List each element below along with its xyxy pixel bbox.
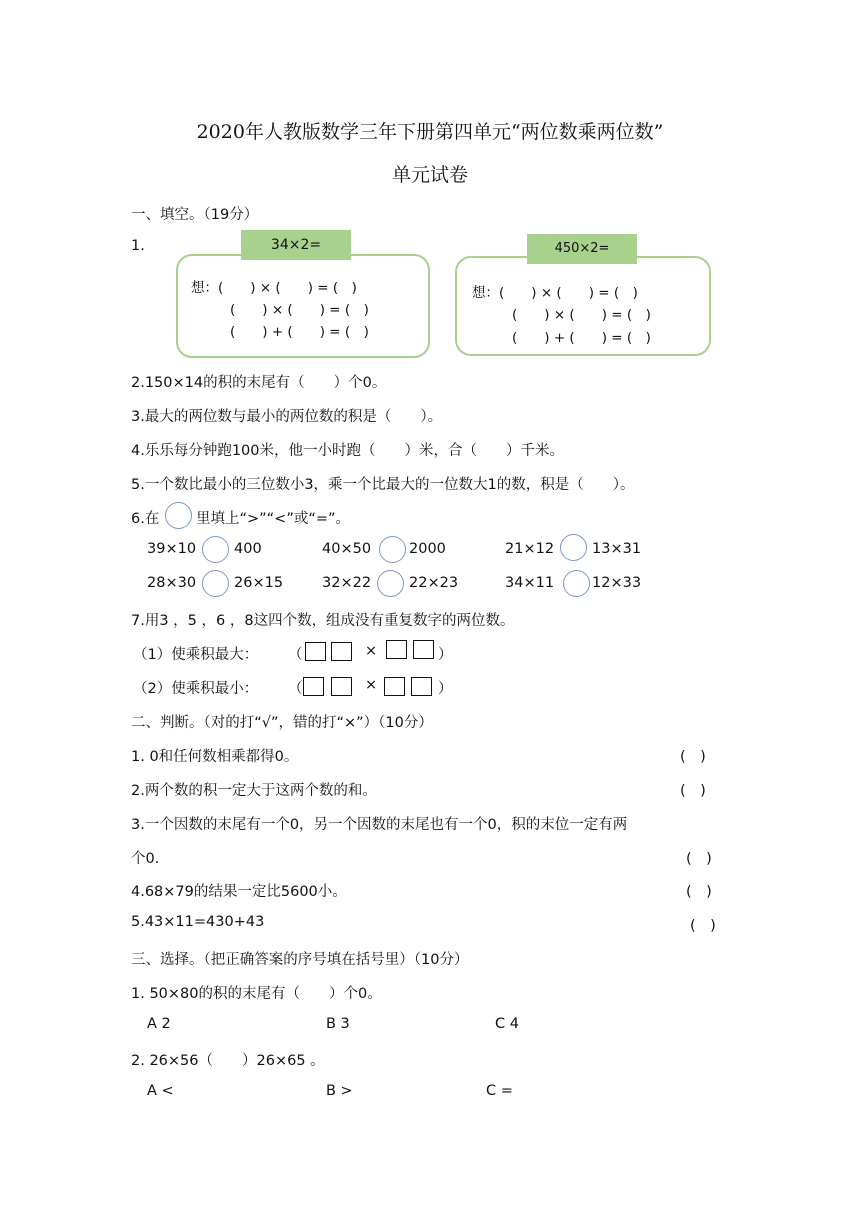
section1-heading: 一、填空。（19分） bbox=[131, 207, 259, 223]
q6-post: 里填上“>”“<”或“=”。 bbox=[196, 511, 351, 527]
judge-paren-4[interactable]: ( ) bbox=[686, 884, 712, 900]
q7-sub1-open: （ bbox=[288, 647, 303, 663]
q6-pre: 6.在 bbox=[131, 511, 160, 527]
judge-item-3: 3.一个因数的末尾有一个0，另一个因数的末尾也有一个0，积的末位一定有两 bbox=[131, 817, 628, 833]
judge-paren-5[interactable]: ( ) bbox=[690, 918, 716, 934]
q4-text: 4.乐乐每分钟跑100米，他一小时跑（ ）米，合（ ）千米。 bbox=[131, 443, 565, 459]
q6-r1c1-right: 400 bbox=[234, 541, 262, 557]
q6-r2c2-left: 32×22 bbox=[322, 575, 372, 591]
think-box-left-tag: 34×2= bbox=[241, 230, 351, 260]
judge-paren-2[interactable]: ( ) bbox=[680, 783, 706, 799]
think-left-line-2: ( ) × ( ) = ( ) bbox=[230, 302, 369, 318]
q1-number: 1. bbox=[131, 238, 145, 254]
q6-r1c2-left: 40×50 bbox=[322, 541, 372, 557]
choice-q1-c[interactable]: C 4 bbox=[495, 1016, 519, 1032]
choice-q2-c[interactable]: C = bbox=[486, 1083, 513, 1099]
judge-paren-1[interactable]: ( ) bbox=[680, 749, 706, 765]
judge-item-2: 2.两个数的积一定大于这两个数的和。 bbox=[131, 783, 377, 799]
judge-item-1: 1. 0和任何数相乘都得0。 bbox=[131, 749, 299, 765]
judge-item-5: 5.43×11=430+43 bbox=[131, 914, 265, 930]
judge-item-4: 4.68×79的结果一定比5600小。 bbox=[131, 884, 347, 900]
q6-r2c3-left: 34×11 bbox=[505, 575, 555, 591]
q6-r1c3-right: 13×31 bbox=[592, 541, 642, 557]
q7-sub1-times: × bbox=[365, 643, 378, 659]
choice-q1-b[interactable]: B 3 bbox=[326, 1016, 350, 1032]
section2-heading: 二、判断。（对的打“√”，错的打“×”）（10分） bbox=[131, 715, 433, 731]
q6-r1c2-right: 2000 bbox=[409, 541, 446, 557]
digit-box[interactable] bbox=[331, 677, 352, 696]
q6-r2c2-right: 22×23 bbox=[409, 575, 459, 591]
q7-sub2-close: ） bbox=[438, 681, 453, 697]
compare-circle-r2c1[interactable] bbox=[202, 570, 229, 597]
digit-box[interactable] bbox=[331, 642, 352, 661]
q7-sub1-close: ） bbox=[438, 647, 453, 663]
think-left-line-1: 想：( ) × ( ) = ( ) bbox=[191, 280, 357, 296]
compare-circle-r1c1[interactable] bbox=[202, 536, 229, 563]
q2-text: 2.150×14的积的末尾有（ ）个0。 bbox=[131, 375, 387, 391]
compare-circle-icon bbox=[165, 502, 192, 529]
judge-paren-3[interactable]: ( ) bbox=[686, 851, 712, 867]
digit-box[interactable] bbox=[413, 640, 434, 659]
think-right-line-2: ( ) × ( ) = ( ) bbox=[512, 307, 651, 323]
q7-sub1: （1）使乘积最大： bbox=[133, 647, 259, 663]
choice-q2-a[interactable]: A < bbox=[147, 1083, 174, 1099]
think-box-right-tag: 450×2= bbox=[527, 234, 637, 264]
digit-box[interactable] bbox=[411, 677, 432, 696]
digit-box[interactable] bbox=[386, 640, 407, 659]
section3-heading: 三、选择。（把正确答案的序号填在括号里）（10分） bbox=[131, 952, 469, 968]
page-title: 2020年人教版数学三年下册第四单元“两位数乘两位数” bbox=[196, 121, 664, 143]
digit-box[interactable] bbox=[384, 677, 405, 696]
q6-r2c1-left: 28×30 bbox=[147, 575, 197, 591]
digit-box[interactable] bbox=[303, 677, 324, 696]
q6-r1c3-left: 21×12 bbox=[505, 541, 555, 557]
q6-r2c1-right: 26×15 bbox=[234, 575, 284, 591]
compare-circle-r2c3[interactable] bbox=[563, 570, 590, 597]
choice-q2-stem: 2. 26×56（ ）26×65 。 bbox=[131, 1053, 325, 1069]
q7-stem: 7.用3 ，5 ，6 ，8这四个数，组成没有重复数字的两位数。 bbox=[131, 613, 515, 629]
choice-q2-b[interactable]: B > bbox=[326, 1083, 353, 1099]
compare-circle-r2c2[interactable] bbox=[377, 570, 404, 597]
choice-q1-stem: 1. 50×80的积的末尾有（ ）个0。 bbox=[131, 986, 382, 1002]
compare-circle-r1c3[interactable] bbox=[560, 534, 587, 561]
think-right-line-3: ( ) + ( ) = ( ) bbox=[512, 330, 651, 346]
think-right-line-1: 想：( ) × ( ) = ( ) bbox=[472, 285, 638, 301]
page-subtitle: 单元试卷 bbox=[391, 164, 468, 186]
q6-r1c1-left: 39×10 bbox=[147, 541, 197, 557]
q3-text: 3.最大的两位数与最小的两位数的积是（ ）。 bbox=[131, 409, 443, 425]
q6-r2c3-right: 12×33 bbox=[592, 575, 642, 591]
q5-text: 5.一个数比最小的三位数小3，乘一个比最大的一位数大1的数，积是（ ）。 bbox=[131, 477, 635, 493]
q7-sub2-times: × bbox=[365, 677, 378, 693]
choice-q1-a[interactable]: A 2 bbox=[147, 1016, 171, 1032]
judge-item-3-cont: 个0. bbox=[131, 851, 160, 867]
think-left-line-3: ( ) + ( ) = ( ) bbox=[230, 324, 369, 340]
digit-box[interactable] bbox=[305, 642, 326, 661]
q7-sub2-open: （ bbox=[288, 681, 303, 697]
q7-sub2: （2）使乘积最小： bbox=[133, 681, 259, 697]
compare-circle-r1c2[interactable] bbox=[379, 536, 406, 563]
